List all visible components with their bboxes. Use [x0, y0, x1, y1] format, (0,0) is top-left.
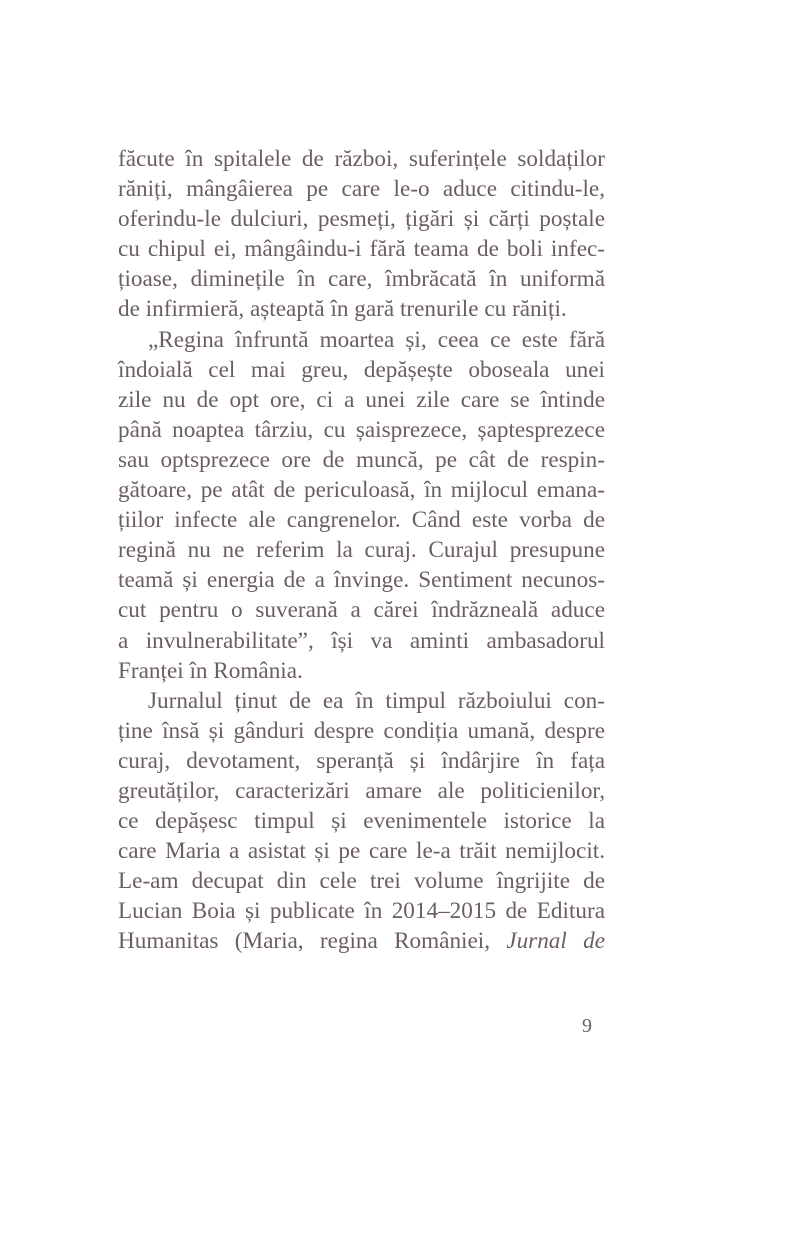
text-line: răniți, mângâierea pe care le-o aduce citindu-le, — [118, 176, 605, 203]
text-line: greutăților, caracterizări amare ale politicienilor, — [118, 777, 605, 804]
text-line: teamă și energia de a învinge. Sentiment necunos- — [118, 567, 605, 594]
page-number: 9 — [582, 1015, 592, 1037]
text-line: țioase, diminețile în care, îmbrăcată în uniformă — [118, 266, 605, 293]
text-line: de infirmieră, așteaptă în gară trenurile cu răniți. — [118, 296, 567, 323]
text-line: Franței în România. — [118, 657, 303, 684]
text-line: care Maria a asistat și pe care le-a trăit nemijlocit. — [118, 838, 605, 865]
text-line: „Regina înfruntă moartea și, ceea ce este fără — [148, 326, 605, 353]
text-line: a invulnerabilitate”, își va aminti ambasadorul — [118, 627, 605, 654]
text-line: țiilor infecte ale cangrenelor. Când este vorba de — [118, 507, 605, 534]
book-title-italic: Jurnal de — [506, 928, 605, 955]
text-line: cut pentru o suverană a cărei îndrăzneală aduce — [118, 597, 605, 624]
text-line: ține însă și gânduri despre condiția umană, despre — [118, 717, 605, 744]
text-line: curaj, devotament, speranță și îndârjire în fața — [118, 747, 605, 774]
text-line: zile nu de opt ore, ci a unei zile care se întinde — [118, 386, 605, 413]
text-line: regină nu ne referim la curaj. Curajul presupune — [118, 537, 605, 564]
text-line-final — [118, 926, 605, 956]
text-line: până noaptea târziu, cu șaisprezece, șaptesprezece — [118, 416, 605, 443]
text-line: Lucian Boia și publicate în 2014–2015 de Editura — [118, 898, 605, 925]
text-line: făcute în spitalele de război, suferințele soldaților — [118, 146, 605, 172]
text-line: cu chipul ei, mângâindu-i fără teama de boli infec- — [118, 236, 605, 263]
text-line: oferindu-le dulciuri, pesmeți, țigări și cărți poștale — [118, 206, 605, 233]
text-line: îndoială cel mai greu, depășește oboseala unei — [118, 356, 605, 383]
paragraph-ambassador-quote — [118, 325, 605, 686]
paragraph-continuation — [118, 144, 605, 325]
text-line: sau optsprezece ore de muncă, pe cât de respin- — [118, 446, 605, 473]
paragraph-journal — [118, 686, 605, 957]
book-page-text — [118, 144, 605, 957]
text-line: Jurnalul ținut de ea în timpul războiului con- — [148, 687, 605, 714]
text-line: Le-am decupat din cele trei volume îngrijite de — [118, 868, 605, 895]
text-span: Humanitas (Maria, regina României, — [118, 928, 507, 955]
text-line: gătoare, pe atât de periculoasă, în mijlocul emana- — [118, 477, 605, 504]
text-line: ce depășesc timpul și evenimentele istorice la — [118, 808, 605, 835]
